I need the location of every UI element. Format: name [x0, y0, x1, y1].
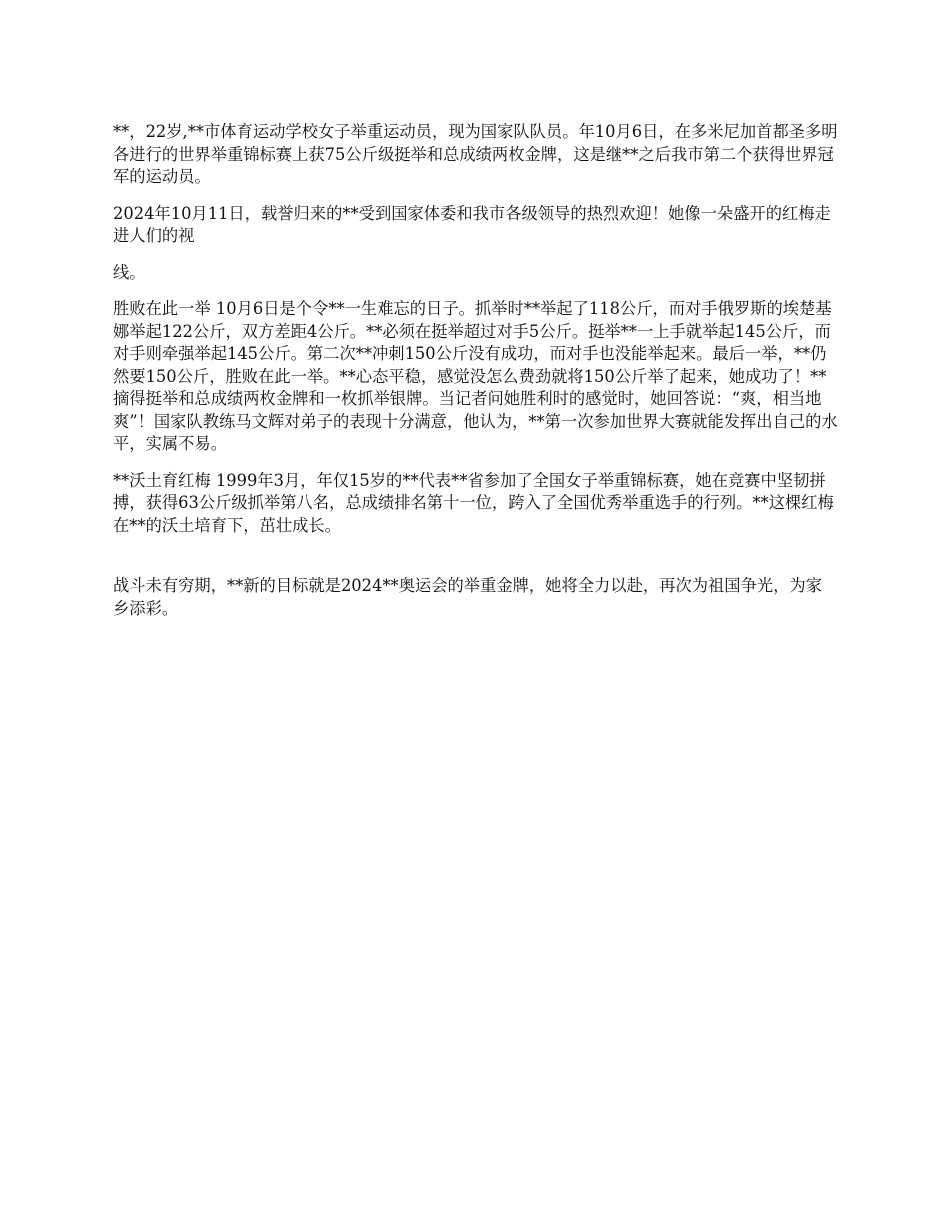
paragraph-future-goal: 战斗未有穷期，**新的目标就是2024**奥运会的举重金牌，她将全力以赴，再次为祖国争光，为家乡添彩。: [113, 576, 822, 618]
paragraph-competition: 胜败在此一举 10月6日是个令**一生难忘的日子。抓举时**举起了118公斤，而对手俄罗斯的埃楚基娜举起122公斤，双方差距4公斤。**必须在挺举超过对手5公斤。挺举**一上手就举起145公斤，而对手则牵强举起145公斤。第二次**冲刺150公斤没有成功，而对手也没能举起来。最后一举，**仍然要150公斤，胜败在此一举。**心态平稳，感觉没怎么费劲就将150公斤举了起来，她成功了！**摘得挺举和总成绩两枚金牌和一枚抓举银牌。当记者问她胜利时的感觉时，她回答说：“爽，相当地爽”！国家队教练马文辉对弟子的表现十分满意，他认为，**第一次参加世界大赛就能发挥出自己的水平，实属不易。: [113, 299, 838, 453]
document-body: [113, 121, 838, 634]
paragraph-background: **沃土育红梅 1999年3月，年仅15岁的**代表**省参加了全国女子举重锦标赛，她在竞赛中坚韧拼搏，获得63公斤级抓举第八名，总成绩排名第十一位，跨入了全国优秀举重选手的行列。**这棵红梅在**的沃土培育下，茁壮成长。: [113, 470, 834, 535]
paragraph-intro: **，22岁,**市体育运动学校女子举重运动员，现为国家队队员。年10月6日，在多米尼加首都圣多明各进行的世界举重锦标赛上获75公斤级挺举和总成绩两枚金牌，这是继**之后我市第二个获得世界冠军的运动员。: [113, 122, 838, 186]
paragraph-welcome: 2024年10月11日，载誉归来的**受到国家体委和我市各级领导的热烈欢迎！她像一朵盛开的红梅走进人们的视: [113, 203, 831, 245]
paragraph-welcome-continued: 线。: [113, 262, 146, 282]
